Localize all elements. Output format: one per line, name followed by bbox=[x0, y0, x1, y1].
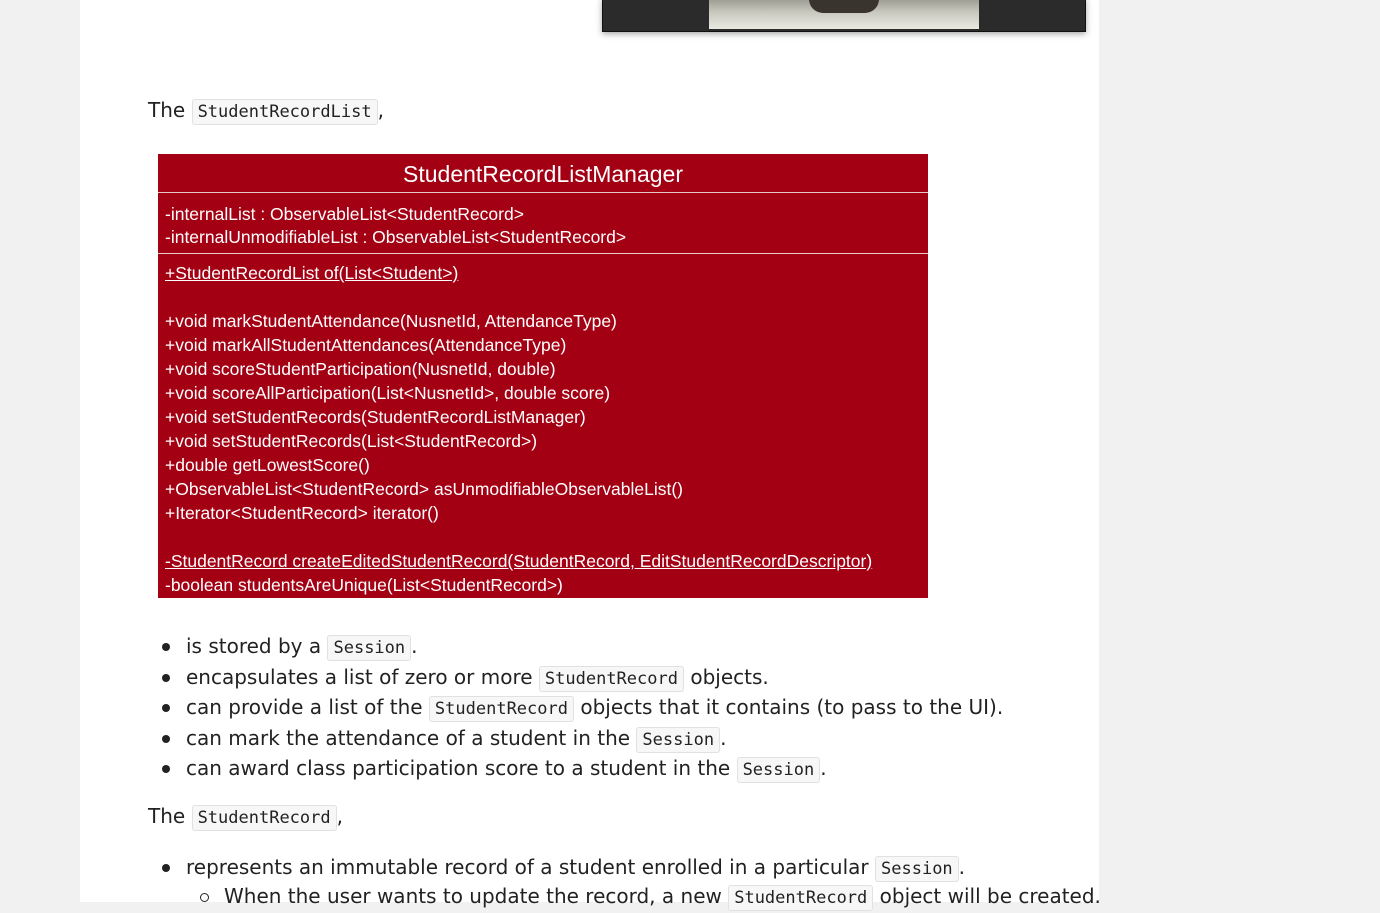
person-photo bbox=[709, 0, 979, 29]
student-record-intro: The StudentRecord , bbox=[148, 804, 343, 830]
student-record-bullets bbox=[186, 852, 965, 883]
uml-operation: +double getLowestScore() bbox=[165, 455, 370, 475]
list-item: When the user wants to update the record, a new StudentRecord object will be created. bbox=[224, 881, 1101, 912]
list-item: represents an immutable record of a student enrolled in a particular Session . bbox=[186, 852, 965, 883]
document-page bbox=[80, 0, 1101, 908]
inline-code: StudentRecord bbox=[192, 805, 337, 831]
list-item: can mark the attendance of a student in the Session . bbox=[186, 723, 1003, 754]
uml-attributes bbox=[158, 193, 928, 254]
uml-attribute: -internalList : ObservableList<StudentRecord> bbox=[165, 204, 524, 224]
list-item: encapsulates a list of zero or more StudentRecord objects. bbox=[186, 662, 1003, 693]
student-record-sub-bullets bbox=[224, 881, 1101, 912]
uml-operation: +void markAllStudentAttendances(AttendanceType) bbox=[165, 335, 567, 355]
uml-operation: +void scoreStudentParticipation(NusnetId, double) bbox=[165, 359, 556, 379]
uml-operation: +void setStudentRecords(List<StudentRecord>) bbox=[165, 431, 538, 451]
uml-operations bbox=[158, 254, 928, 604]
student-record-list-bullets bbox=[186, 631, 1003, 784]
uml-class-diagram bbox=[158, 154, 928, 598]
list-item: is stored by a Session . bbox=[186, 631, 1003, 662]
uml-private-static-operation: -StudentRecord createEditedStudentRecord(StudentRecord, EditStudentRecordDescriptor) bbox=[165, 551, 873, 571]
video-thumbnail[interactable] bbox=[602, 0, 1086, 32]
student-record-list-intro: The StudentRecordList , bbox=[148, 98, 384, 124]
uml-static-operation: +StudentRecordList of(List<Student>) bbox=[165, 263, 459, 283]
uml-operation: +void markStudentAttendance(NusnetId, AttendanceType) bbox=[165, 311, 617, 331]
uml-attribute: -internalUnmodifiableList : ObservableList<StudentRecord> bbox=[165, 227, 627, 247]
uml-class-name: StudentRecordListManager bbox=[158, 154, 928, 193]
uml-operation: +Iterator<StudentRecord> iterator() bbox=[165, 503, 439, 523]
inline-code: StudentRecordList bbox=[192, 99, 378, 125]
uml-operation: +void setStudentRecords(StudentRecordListManager) bbox=[165, 407, 586, 427]
uml-private-operation: -boolean studentsAreUnique(List<StudentRecord>) bbox=[165, 575, 563, 595]
list-item: can provide a list of the StudentRecord objects that it contains (to pass to the UI). bbox=[186, 692, 1003, 723]
uml-operation: +ObservableList<StudentRecord> asUnmodifiableObservableList() bbox=[165, 479, 683, 499]
list-item: can award class participation score to a student in the Session . bbox=[186, 753, 1003, 784]
uml-operation: +void scoreAllParticipation(List<NusnetId>, double score) bbox=[165, 383, 611, 403]
